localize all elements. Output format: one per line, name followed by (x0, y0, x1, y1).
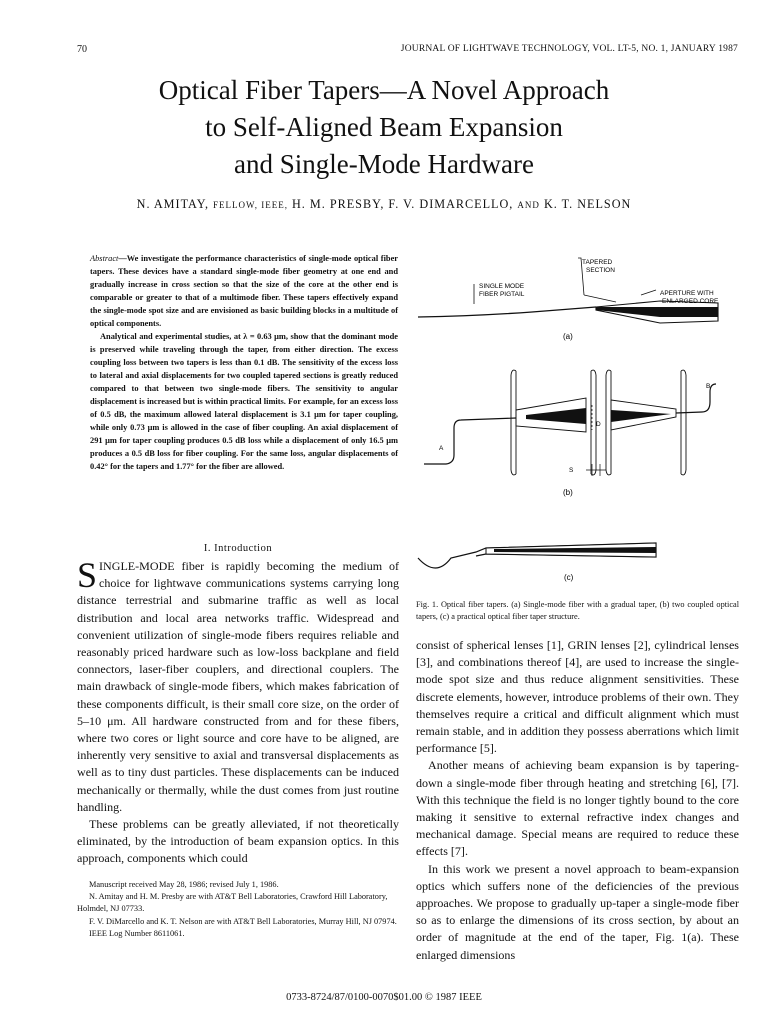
footnote: N. Amitay and H. M. Presby are with AT&T Bell Laboratories, Crawford Hill Laboratory, Holmdel, NJ 07733. (77, 892, 388, 914)
abstract-lead: Abstract (90, 254, 119, 263)
title-line: and Single-Mode Hardware (234, 149, 534, 179)
figure-caption: Fig. 1. Optical fiber tapers. (a) Single-mode fiber with a gradual taper, (b) two coupled optical tapers, (c) a practical optical fiber taper structure. (416, 600, 739, 622)
label-fiber-pigtail: FIBER PIGTAIL (479, 291, 525, 298)
footnotes (77, 879, 399, 940)
label-single-mode: SINGLE MODE (479, 283, 525, 290)
body-paragraph: Another means of achieving beam expansion is by tapering-down a single-mode fiber through heating and stretching [6], [7]. With this technique the field is no longer tightly bound to the core making it sensitive to external refractive index changes and mechanical damage. Special means are required to reduce these effects [7]. (416, 758, 739, 859)
abstract-paragraph: —We investigate the performance characteristics of single-mode optical fiber tapers. These devices have a standard single-mode fiber geometry at one end and gradually increase in cross section so that the size of the core at the other end is comparable or greater to that of a multimode fiber. These tapers effectively expand the single-mode spot size and are envisioned as basic building blocks in a multitude of optical components. (90, 254, 398, 328)
figure-1 (416, 250, 736, 595)
label-d: D (596, 421, 601, 428)
intro-text (77, 555, 399, 868)
author: K. T. NELSON (543, 197, 632, 211)
copyright-line: 0733-8724/87/0100-0070$01.00 © 1987 IEEE (286, 992, 482, 1003)
figure-1a (418, 258, 719, 341)
title-line: Optical Fiber Tapers—A Novel Approach (158, 75, 610, 105)
body-paragraph: In this work we present a novel approach to beam-expansion optics which suffers none of the deficiencies of the previous approaches. We propose to gradually up-taper a single-mode fiber so as to enlarge the dimensions of its cross section, by about an order of magnitude at the end of the taper, Fig. 1(a). These enlarged dimensions (416, 861, 739, 962)
subfig-label-a: (a) (563, 332, 573, 341)
subfig-label-b: (b) (563, 488, 573, 497)
author: N. AMITAY, (136, 197, 209, 211)
label-a-end: A (439, 445, 444, 452)
running-head: JOURNAL OF LIGHTWAVE TECHNOLOGY, VOL. LT-5, NO. 1, JANUARY 1987 (400, 44, 738, 54)
author-line (0, 197, 768, 212)
author-affiliation: FELLOW, IEEE, (213, 200, 288, 210)
footnote: Manuscript received May 28, 1986; revised July 1, 1986. (89, 880, 279, 889)
label-enlarged-core: ENLARGED CORE (662, 298, 719, 305)
abstract (90, 252, 398, 473)
subfig-label-c: (c) (564, 573, 574, 582)
label-b-end: B (706, 383, 711, 390)
body-paragraph: INGLE-MODE fiber is rapidly becoming the medium of choice for lightwave communications systems carrying long distance terrestrial and submarine traffic as well as local distribution and local area networks traffic. Widespread and convenient utilization of single-mode fibers requires reliable and reasonably priced hardware such as low-loss backplane and field connectors, laser-fiber couplers, and directional couplers. The main drawback of single-mode fibers, which makes fabrication of these components difficult, is their small core size, on the order of 5–10 μm. All hardware constructed from and for these fibers, where two cores or light source and core have to be aligned, are inherently very sensitive to axial and transversal displacements as well as to tiny dust particles. These displacements can be induced mechanically or thermally, while the dust comes from just routine handling. (77, 559, 399, 814)
label-aperture-with: APERTURE WITH (660, 290, 714, 297)
body-paragraph: These problems can be greatly alleviated, if not theoretically eliminated, by the introduction of beam expansion optics. In this approach, components which could (77, 817, 399, 866)
drop-cap: S (77, 555, 98, 595)
title-line: to Self-Aligned Beam Expansion (205, 112, 563, 142)
label-tapered: TAPERED (582, 259, 613, 266)
figure-1c (418, 543, 656, 582)
footnote: IEEE Log Number 8611061. (89, 928, 185, 938)
figure-1b (424, 370, 716, 497)
label-s: S (569, 467, 574, 474)
paper-title (0, 72, 768, 183)
body-paragraph: consist of spherical lenses [1], GRIN lenses [2], cylindrical lenses [3], and combinations thereof [4], are used to increase the single-mode spot size and thus reduce alignment sensitivities. These discrete elements, however, introduce problems of their own. They themselves require a critical and difficult alignment which must remain stable, and in addition they possess aberrations which limit performance [5]. (416, 638, 739, 756)
author: H. M. PRESBY, F. V. DIMARCELLO, (292, 197, 514, 211)
footnote: F. V. DiMarcello and K. T. Nelson are with AT&T Bell Laboratories, Murray Hill, NJ 07974. (89, 916, 397, 926)
label-section: SECTION (586, 267, 615, 274)
abstract-paragraph: Analytical and experimental studies, at λ = 0.63 μm, show that the dominant mode is preserved while traveling through the taper, from either direction. The excess coupling loss between two tapers is less than 0.1 dB. The sensitivity of the excess loss to lateral and axial displacements for two coupled tapered sections is greatly reduced compared to that between two single-mode fibers. The sensitivity to angular displacement is increased but is within practical limits. For example, for an excess loss of 0.5 dB, the maximum allowed lateral displacement is 3.1 μm for taper coupling, while only 0.73 μm is allowed in the case of fiber coupling. An axial displacement of 291 μm for taper coupling produces 0.5 dB loss while a displacement of only 16.5 μm produces a 0.5 dB loss for fiber coupling. For the same loss, angular displacements of 0.42° for the tapers and 1.77° for the fiber are allowed. (90, 332, 398, 471)
page-number: 70 (77, 44, 87, 55)
right-column-text (416, 637, 739, 964)
section-heading: I. Introduction (203, 543, 273, 554)
author-conjunction: AND (517, 200, 540, 210)
